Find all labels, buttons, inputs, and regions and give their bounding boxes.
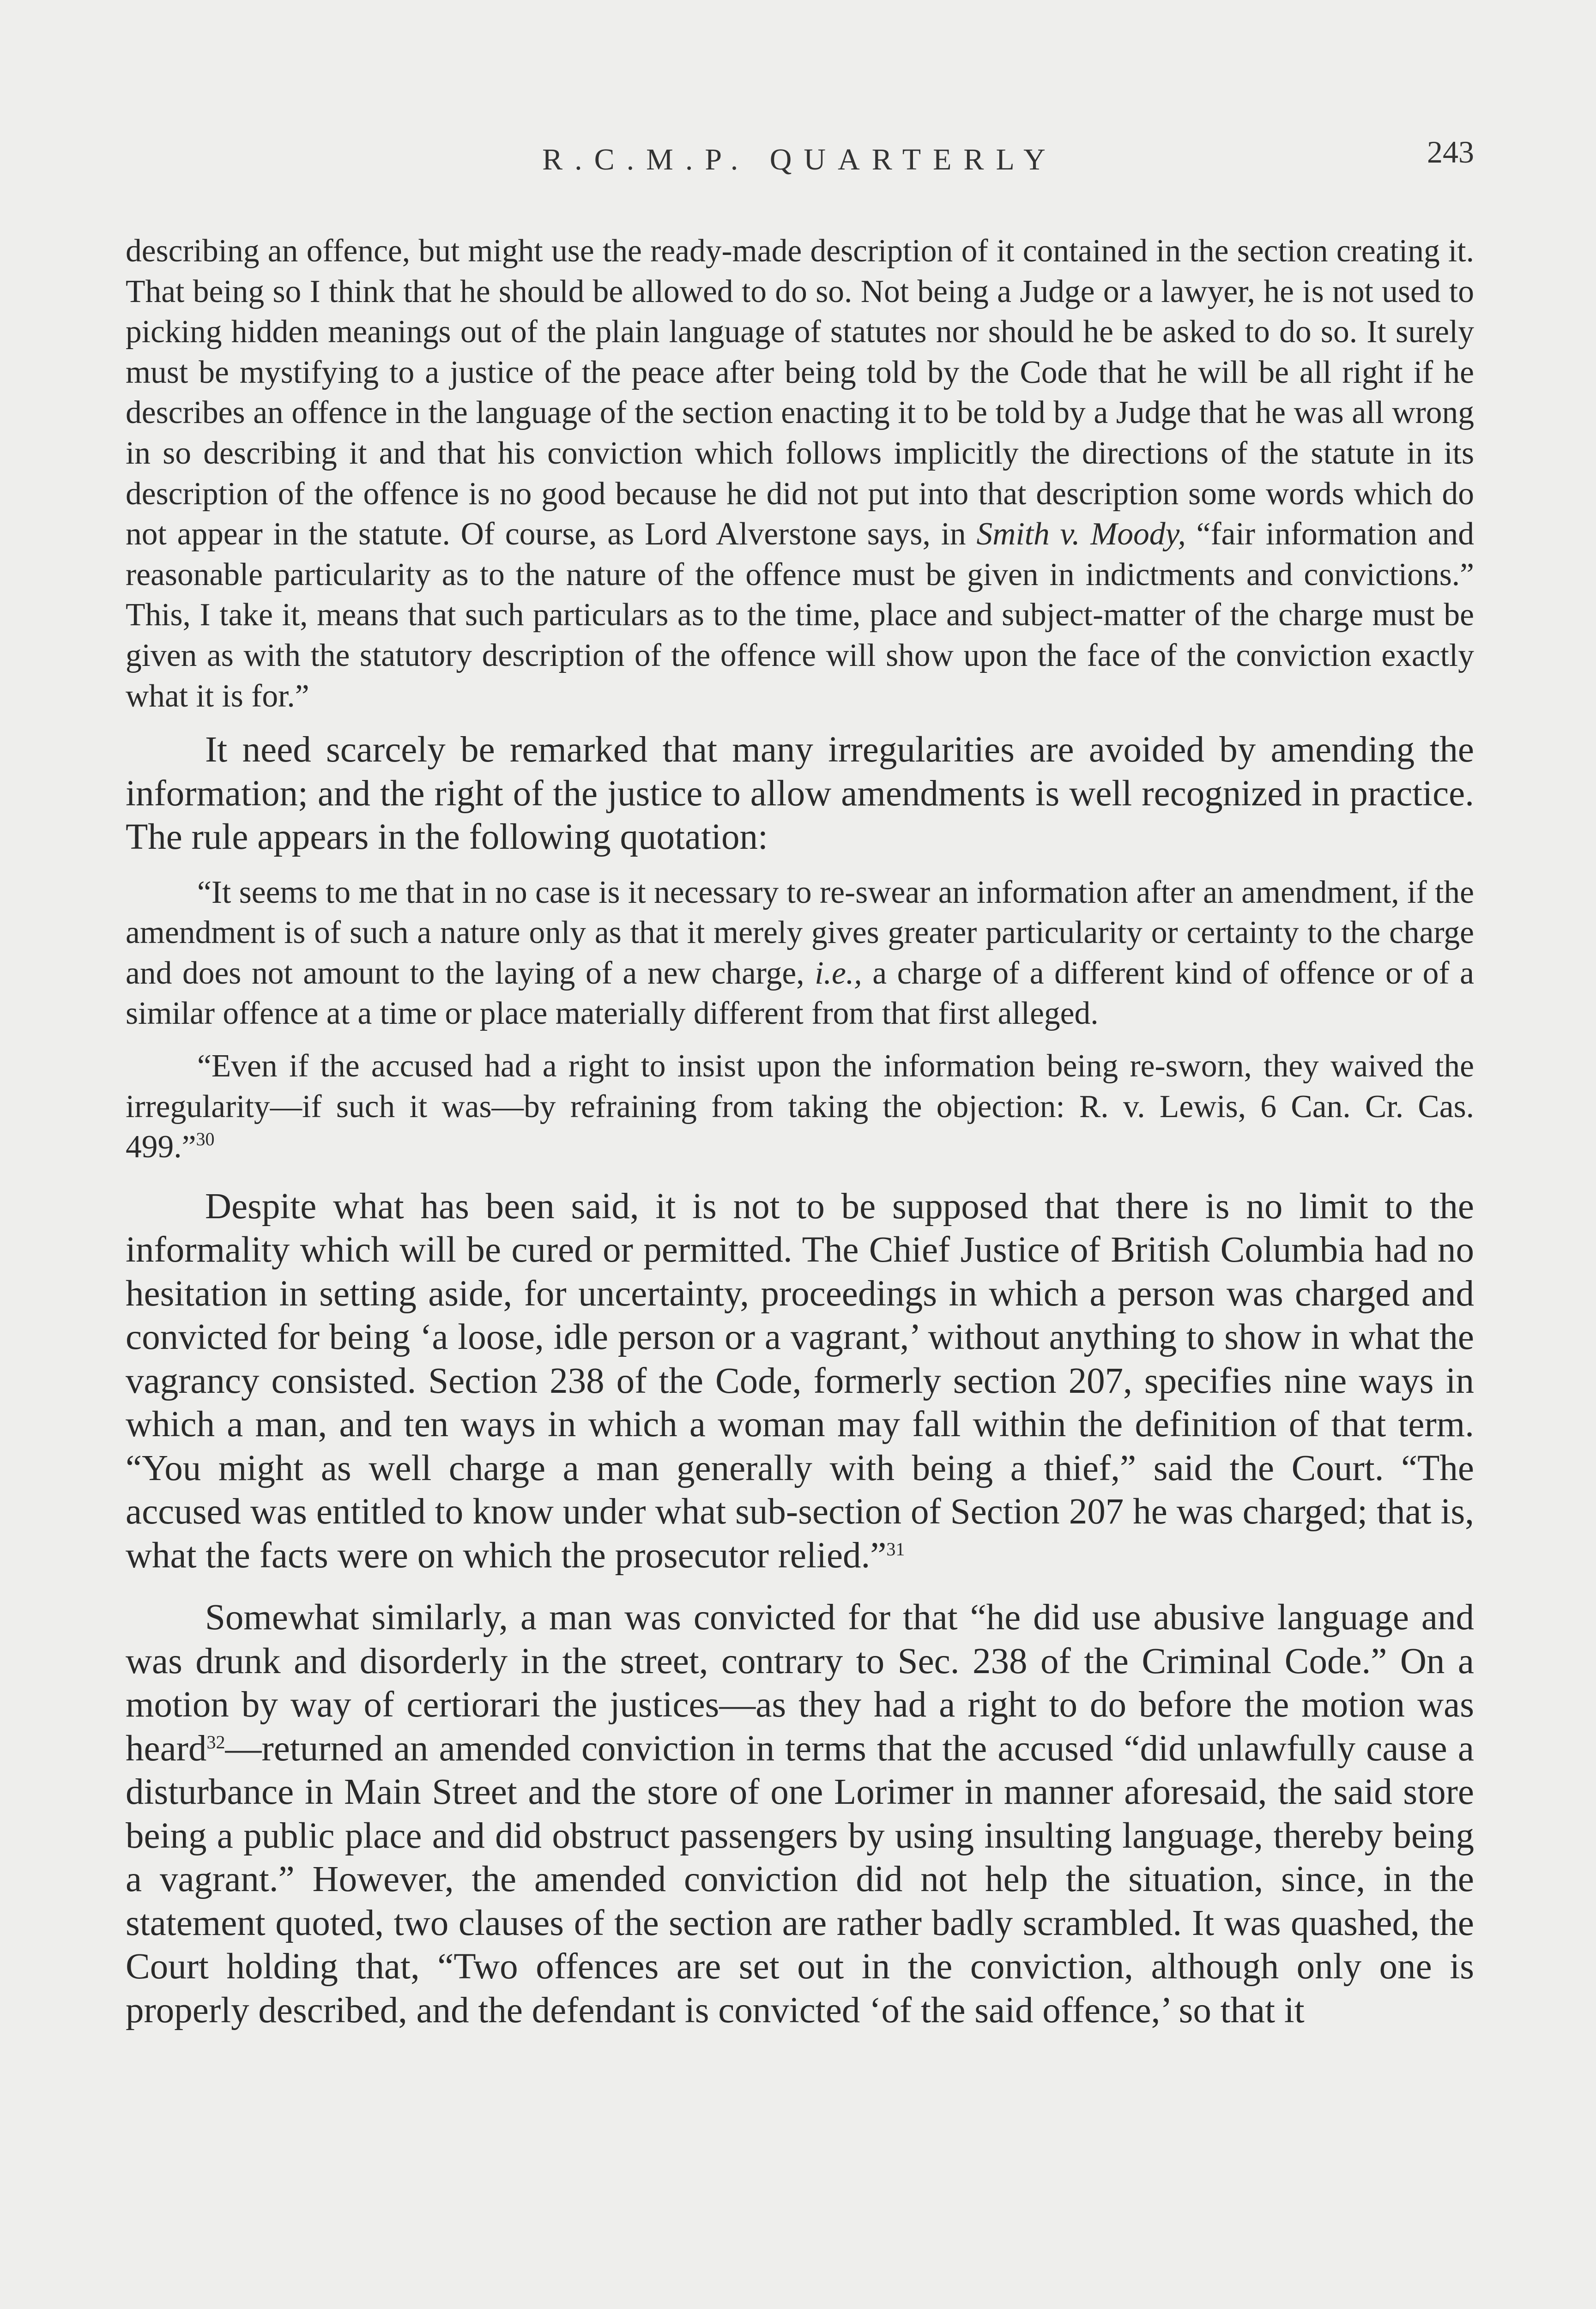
paragraph-text: Despite what has been said, it is not to be supposed that there is no limit to the informality which will be cured or permitted. The Chief Justice of British Columbia had no hesitation in setting aside, for uncertainty, proceedings in which a person was charged and convicted for being ‘a loose, idle person or a vagrant,’ without anything to show in what the vagrancy consisted. Section 238 of the Code, formerly section 207, specifies nine ways in which a man, and ten ways in which a woman may fall within the definition of that term. “You might as well charge a man generally with being a thief,” said the Court. “The accused was entitled to know under what sub-section of Section 207 he was charged; that is, what the facts were on which the prosecutor relied.” xyxy=(126,1186,1474,1576)
paragraph-informality xyxy=(126,1185,1474,1578)
body-text xyxy=(126,231,1474,2032)
paragraph-text: —returned an amended conviction in terms that the accused “did unlawfully cause a disturbance in Main Street and the store of one Lorimer in manner aforesaid, the said store being a public place and did obstruct passengers by using insulting language, thereby being a vagrant.” However, the amended conviction did not help the situation, since, in the statement quoted, two clauses of the section are rather badly scrambled. It was quashed, the Court holding that, “Two offences are set out in the conviction, although only one is properly described, and the defendant is convicted ‘of the said offence,’ so that it xyxy=(126,1728,1474,2031)
quote-text: a charge of a different kind of offence or of a similar offence at a time or place materially different from that first alleged. xyxy=(126,955,1474,1032)
footnote-reference: 32 xyxy=(206,1731,225,1753)
quote-text: “It seems to me that in no case is it necessary to re-swear an information after an amendment, if the amendment is of such a nature only as that it merely gives greater particularity or certainty to the charge and does not amount to the laying of a new charge, xyxy=(126,874,1474,991)
case-name: Smith v. Moody, xyxy=(976,516,1186,552)
abbreviation: i.e., xyxy=(815,955,862,991)
paragraph-text: “fair information and reasonable particularity as to the nature of the offence must be given in indictments and convictions.” This, I take it, means that such particulars as to the time, place and subject-matter of the charge must be given as with the statutory description of the offence will show upon the face of the conviction exactly what it is for.” xyxy=(126,516,1475,714)
footnote-reference: 30 xyxy=(196,1129,215,1150)
paragraph-text: describing an offence, but might use the ready-made description of it contained in the section creating it. That being so I think that he should be allowed to do so. Not being a Judge or a lawyer, he is not used to picking hidden meanings out of the plain language of statutes nor should he be asked to do so. It surely must be mystifying to a justice of the peace after being told by the Code that he will be all right if he describes an offence in the language of the section enacting it to be told by a Judge that he was all wrong in so describing it and that his conviction which follows implicitly the directions of the statute in its description of the offence is no good because he did not put into that description some words which do not appear in the statute. Of course, as Lord Alverstone says, in xyxy=(126,233,1474,552)
paragraph-amended-conviction xyxy=(126,1596,1474,2032)
paragraph-text: Somewhat similarly, a man was convicted for that “he did use abusive language and was drunk and disorderly in the street, contrary to Sec. 238 of the Criminal Code.” On a motion by way of certiorari the justices—as they had a right to do before the motion was heard xyxy=(126,1597,1474,1769)
quote-text: “Even if the accused had a right to insist upon the information being re-sworn, they waived the irregularity—if such it was—by refraining from taking the objection: R. v. Lewis, 6 Can. Cr. Cas. 499.” xyxy=(126,1048,1474,1165)
block-quote-waiver xyxy=(126,1046,1474,1167)
footnote-reference: 31 xyxy=(886,1538,905,1559)
page-number: 243 xyxy=(1427,134,1474,169)
running-head: R.C.M.P. QUARTERLY xyxy=(542,143,1058,176)
page-header xyxy=(126,134,1474,185)
block-quote-amendment xyxy=(126,872,1474,1034)
paragraph-amendments: It need scarcely be remarked that many irregularities are avoided by amending the information; and the right of the justice to allow amendments is well recognized in practice. The rule appears in the following quotation: xyxy=(126,730,1474,858)
paragraph-continued-quotation xyxy=(126,231,1474,716)
